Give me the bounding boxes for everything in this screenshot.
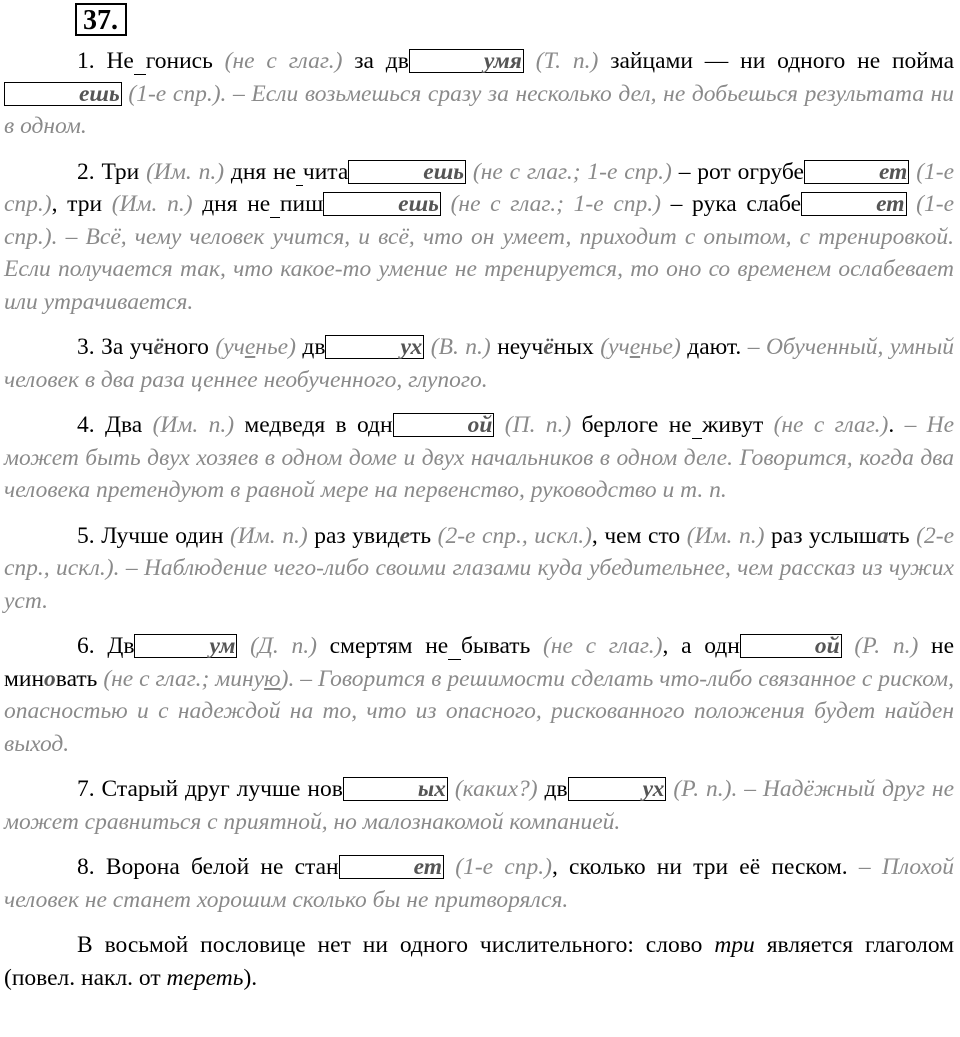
grammar-note: (уч xyxy=(215,334,245,360)
grammar-note: (Им. п.) xyxy=(229,522,308,549)
proverb-text xyxy=(444,854,455,880)
merged-space-underscore xyxy=(134,48,146,75)
proverb-text: , а одн xyxy=(662,633,740,659)
grammar-note: нье) xyxy=(255,334,296,360)
proverb-text: 2. Три xyxy=(77,158,147,185)
grammar-note: (1-е спр.) xyxy=(455,854,552,880)
check-vowel: е xyxy=(244,334,256,360)
proverb-text: ть xyxy=(410,522,438,549)
proverb-text: дв xyxy=(537,776,568,802)
highlighted-ending: ых xyxy=(343,777,448,801)
merged-space-underscore xyxy=(270,191,280,218)
proverb-text: берлоге не xyxy=(571,412,692,438)
grammar-note: (уч xyxy=(600,334,630,360)
check-vowel: е xyxy=(629,334,641,360)
highlighted-ending: ет xyxy=(801,192,906,216)
grammar-note: (П. п.) xyxy=(504,412,572,438)
grammar-note: (не с глаг.) xyxy=(224,48,343,74)
proverb-list xyxy=(4,45,954,916)
proverb-text: гонись xyxy=(145,48,225,74)
highlighted-ending: ух xyxy=(325,335,424,359)
grammar-note: (не с глаг.) xyxy=(543,633,663,659)
merged-space-underscore xyxy=(296,159,303,186)
proverb-item xyxy=(4,409,954,507)
proverb-item xyxy=(4,520,954,618)
proverb-text xyxy=(842,633,855,659)
proverb-text: дают. xyxy=(680,334,748,360)
proverb-text: не мин xyxy=(4,633,955,692)
grammar-note: ). – Говорится в решимости сделать что-либо связанное с риском, опасностью и с надеждой на то, что из опасного, рискованного положения будет найден выход. xyxy=(4,665,954,757)
proverb-text: дня не xyxy=(192,191,271,217)
proverb-text: 6. Дв xyxy=(77,633,135,659)
proverb-text: раз увид xyxy=(307,522,400,549)
merged-space-underscore xyxy=(448,633,461,660)
exercise-content xyxy=(4,45,954,994)
proverb-item xyxy=(4,851,954,916)
proverb-text: – рука слабе xyxy=(660,191,802,217)
proverb-text: дня не xyxy=(224,158,297,185)
proverb-text: , три xyxy=(51,191,112,217)
grammar-note: (не с глаг.; мину xyxy=(103,665,265,692)
conclusion-word-2: тереть xyxy=(166,964,244,991)
grammar-note: (Р. п.) xyxy=(854,633,919,659)
proverb-text xyxy=(907,191,917,217)
conclusion-text-3: ). xyxy=(243,964,258,991)
grammar-note: (не с глаг.) xyxy=(773,412,889,438)
grammar-note: (Д. п.) xyxy=(250,633,317,659)
check-vowel: ю xyxy=(264,665,281,692)
proverb-text xyxy=(494,412,504,438)
proverb-text: 8. Ворона белой не стан xyxy=(77,854,339,880)
highlighted-ending: умя xyxy=(409,49,524,73)
proverb-text: пиш xyxy=(279,191,324,217)
proverb-item xyxy=(4,331,954,396)
proverb-text: бывать xyxy=(460,633,544,659)
grammar-note: (Т. п.) xyxy=(535,48,599,74)
proverb-item xyxy=(4,773,954,838)
proverb-text: смертям не xyxy=(316,633,449,659)
merged-space-underscore xyxy=(692,412,702,439)
proverb-text: 4. Два xyxy=(77,412,153,438)
highlighted-ending: ух xyxy=(568,777,667,801)
grammar-note: (Им. п.) xyxy=(111,191,193,217)
grammar-note: (Им. п.) xyxy=(152,412,235,438)
proverb-text: раз услыш xyxy=(764,522,877,549)
proverb-text: живут xyxy=(702,412,774,438)
stressed-vowel: о xyxy=(44,665,56,692)
proverb-text: чита xyxy=(302,158,349,185)
proverb-text: зайцами — ни одного не пойма xyxy=(598,48,955,74)
grammar-note: (1-е спр.). – Если возьмешься сразу за несколько дел, не добьешься результата ни в одном. xyxy=(4,80,955,139)
proverb-text: ть xyxy=(888,522,917,549)
proverb-text: , чем сто xyxy=(591,522,687,549)
conclusion-text-2: является глаголом (повел. накл. от xyxy=(4,932,955,991)
proverb-text: 5. Лучше один xyxy=(77,522,230,549)
grammar-note: (Им. п.) xyxy=(146,158,225,185)
proverb-text: медведя в одн xyxy=(234,412,393,438)
proverb-text: 3. За уч xyxy=(77,334,154,360)
highlighted-ending: ум xyxy=(134,634,237,658)
proverb-text xyxy=(466,159,473,185)
proverb-text: ных xyxy=(553,334,601,360)
grammar-note: – Плохой человек не станет хорошим сколько бы не притворялся. xyxy=(4,854,955,913)
grammar-note: (каких?) xyxy=(454,776,538,802)
grammar-note: (Им. п.) xyxy=(686,522,765,549)
stressed-vowel: а xyxy=(876,522,889,549)
exercise-number: 37. xyxy=(75,3,127,36)
stressed-vowel: е xyxy=(399,522,411,549)
grammar-note: нье) xyxy=(640,334,681,360)
grammar-note: (В. п.) xyxy=(430,334,491,360)
grammar-note: (Р. п.). – Надёжный друг не может сравниться с приятной, но малознакомой компанией. xyxy=(4,776,955,835)
proverb-text: 1. Не xyxy=(77,48,134,74)
grammar-note: (не с глаг.; 1-е спр.) xyxy=(472,158,672,185)
stressed-vowel: ё xyxy=(153,334,164,360)
grammar-note: – Обученный, умный человек в два раза ценнее необученного, глупого. xyxy=(4,334,954,393)
grammar-note: (1-е спр.). – Всё, чему человек учится, и всё, что он умеет, приходит с опытом, с тренировкой. Если получается так, что какое-то умение не тренируется, то оно со временем ослабевает или утрачивается. xyxy=(4,191,955,315)
proverb-text: дв xyxy=(295,334,326,360)
proverb-text: неуч xyxy=(490,334,544,360)
grammar-note: – Не может быть двух хозяев в одном доме и двух начальников в одном деле. Говорится, когда два человека претендуют в равной мере на первенство, руководство и т. п. xyxy=(4,412,955,503)
highlighted-ending: ой xyxy=(740,634,842,658)
conclusion-word-1: три xyxy=(714,932,755,958)
proverb-text: , сколько ни три её песком. xyxy=(551,854,859,880)
proverb-text: вать xyxy=(55,665,104,692)
highlighted-ending: ешь xyxy=(323,192,441,216)
conclusion-text-1: В восьмой пословице нет ни одного числительного: слово xyxy=(77,932,715,958)
proverb-text xyxy=(237,633,250,659)
highlighted-ending: ой xyxy=(393,413,495,437)
proverb-text: за дв xyxy=(342,48,409,74)
highlighted-ending: ешь xyxy=(4,82,122,106)
proverb-item xyxy=(4,630,954,760)
proverb-text xyxy=(524,48,536,74)
conclusion-paragraph xyxy=(4,929,954,994)
grammar-note: (2-е спр., искл.). – Наблюдение чего-либо своими глазами куда убедительнее, чем рассказ из чужих уст. xyxy=(4,522,955,614)
stressed-vowel: ё xyxy=(543,334,554,360)
proverb-item xyxy=(4,45,954,143)
proverb-text: – рот огрубе xyxy=(671,158,804,185)
grammar-note: (2-е спр., искл.) xyxy=(437,522,592,549)
proverb-text: . xyxy=(888,412,905,438)
highlighted-ending: ет xyxy=(339,855,444,879)
proverb-text: 7. Старый друг лучше нов xyxy=(77,776,343,802)
proverb-text: ного xyxy=(163,334,216,360)
highlighted-ending: ешь xyxy=(348,160,466,184)
proverb-text xyxy=(441,191,451,217)
grammar-note: (1-е спр.) xyxy=(4,158,955,217)
grammar-note: (не с глаг.; 1-е спр.) xyxy=(450,191,661,217)
proverb-text xyxy=(448,776,455,802)
highlighted-ending: ет xyxy=(804,160,909,184)
proverb-item xyxy=(4,156,954,319)
